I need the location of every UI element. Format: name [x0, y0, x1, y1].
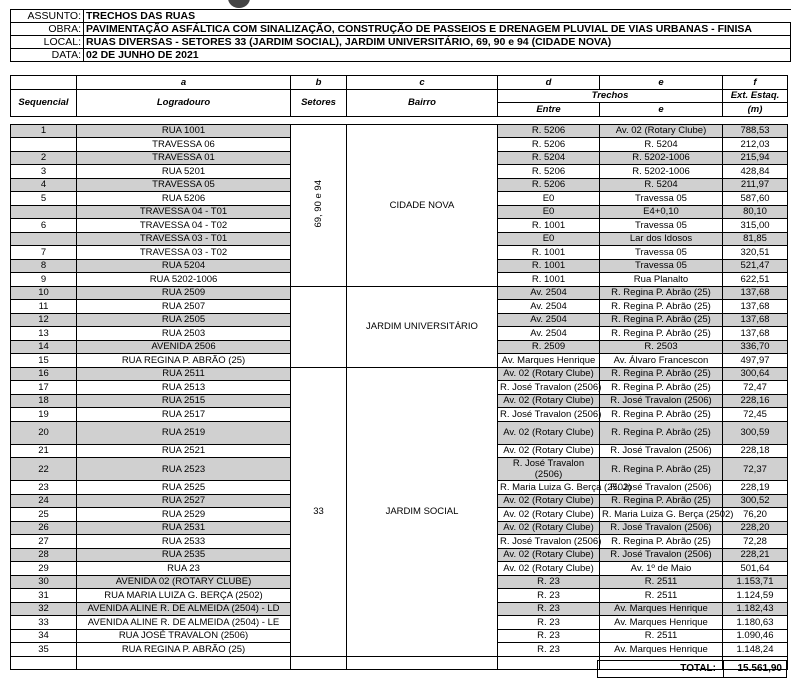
blank-cell: [347, 656, 498, 670]
cell-ext: 428,84: [723, 165, 788, 179]
cell-setores: [291, 124, 347, 286]
cell-e: Av. Marques Henrique: [600, 616, 723, 630]
cell-e: R. Regina P. Abrão (25): [600, 458, 723, 481]
cell-sequencial: 5: [11, 192, 77, 206]
header-setores: Setores: [291, 89, 347, 116]
obra-label: OBRA:: [11, 23, 84, 36]
assunto-value: TRECHOS DAS RUAS: [84, 10, 791, 23]
cell-logradouro: RUA 2535: [77, 548, 291, 562]
col-letter-c: c: [347, 76, 498, 90]
cell-ext: 1.148,24: [723, 643, 788, 657]
total-label: TOTAL:: [680, 663, 716, 674]
cell-e: Rua Planalto: [600, 273, 723, 287]
cell-logradouro: AVENIDA ALINE R. DE ALMEIDA (2504) - LE: [77, 616, 291, 630]
cell-e: R. Regina P. Abrão (25): [600, 421, 723, 444]
cell-entre: R. 23: [498, 575, 600, 589]
cell-logradouro: RUA 5204: [77, 259, 291, 273]
cell-ext: 501,64: [723, 562, 788, 576]
cell-logradouro: RUA 2533: [77, 535, 291, 549]
cell-entre: R. 5206: [498, 138, 600, 152]
cell-e: R. Regina P. Abrão (25): [600, 494, 723, 508]
cell-logradouro: RUA REGINA P. ABRÃO (25): [77, 354, 291, 368]
cell-e: R. Regina P. Abrão (25): [600, 381, 723, 395]
table-row: [11, 124, 788, 138]
cell-sequencial: 22: [11, 458, 77, 481]
cell-logradouro: RUA 2515: [77, 394, 291, 408]
cell-ext: 228,20: [723, 521, 788, 535]
cell-sequencial: 30: [11, 575, 77, 589]
cell-ext: 1.153,71: [723, 575, 788, 589]
document-header: [10, 9, 791, 62]
cell-ext: 497,97: [723, 354, 788, 368]
blank-cell: [498, 656, 600, 670]
cell-ext: 788,53: [723, 124, 788, 138]
cell-entre: R. 23: [498, 616, 600, 630]
cell-logradouro: AVENIDA ALINE R. DE ALMEIDA (2504) - LD: [77, 602, 291, 616]
cell-ext: 300,52: [723, 494, 788, 508]
cell-sequencial: 18: [11, 394, 77, 408]
data-value: 02 DE JUNHO DE 2021: [84, 49, 791, 62]
cell-ext: 336,70: [723, 340, 788, 354]
cell-sequencial: 16: [11, 367, 77, 381]
cursor-blob: [228, 0, 250, 8]
cell-logradouro: RUA 5201: [77, 165, 291, 179]
cell-ext: 72,45: [723, 408, 788, 422]
cell-sequencial: 31: [11, 589, 77, 603]
cell-ext: 521,47: [723, 259, 788, 273]
col-letter-a: a: [77, 76, 291, 90]
cell-logradouro: RUA 5206: [77, 192, 291, 206]
cell-entre: Av. 02 (Rotary Clube): [498, 494, 600, 508]
cell-setores: [291, 367, 347, 656]
cell-entre: Av. 02 (Rotary Clube): [498, 548, 600, 562]
table-row: [11, 367, 788, 381]
cell-logradouro: RUA 2523: [77, 458, 291, 481]
cell-e: Travessa 05: [600, 246, 723, 260]
cell-entre: R. 1001: [498, 219, 600, 233]
cell-e: R. Regina P. Abrão (25): [600, 535, 723, 549]
cell-sequencial: 27: [11, 535, 77, 549]
cell-ext: 228,18: [723, 444, 788, 458]
cell-sequencial: 29: [11, 562, 77, 576]
col-letter-f: f: [723, 76, 788, 90]
cell-sequencial: 28: [11, 548, 77, 562]
cell-sequencial: 21: [11, 444, 77, 458]
total-value: 15.561,90: [737, 663, 782, 674]
obra-value: PAVIMENTAÇÃO ASFÁLTICA COM SINALIZAÇÃO, CONSTRUÇÃO DE PASSEIOS E DRENAGEM PLUVIAL DE VIAS URBANAS - FINISA: [84, 23, 791, 36]
cell-entre: R. 1001: [498, 246, 600, 260]
cell-ext: 137,68: [723, 313, 788, 327]
cell-ext: 1.090,46: [723, 629, 788, 643]
cell-e: Lar dos Idosos: [600, 232, 723, 246]
cell-sequencial: 34: [11, 629, 77, 643]
cell-e: R. 5204: [600, 138, 723, 152]
cell-entre: R. 23: [498, 589, 600, 603]
cell-entre: Av. 2504: [498, 300, 600, 314]
cell-sequencial: 23: [11, 481, 77, 495]
cell-entre: R. 5204: [498, 151, 600, 165]
header-e: e: [600, 103, 723, 117]
cell-logradouro: RUA 2509: [77, 286, 291, 300]
cell-ext: 228,19: [723, 481, 788, 495]
local-label: LOCAL:: [11, 36, 84, 49]
cell-logradouro: RUA 2529: [77, 508, 291, 522]
cell-ext: 137,68: [723, 327, 788, 341]
cell-sequencial: 17: [11, 381, 77, 395]
cell-sequencial: 15: [11, 354, 77, 368]
cell-entre: R. 5206: [498, 165, 600, 179]
header-ext: Ext. Estaq.: [723, 89, 788, 103]
cell-logradouro: RUA 2513: [77, 381, 291, 395]
blank-cell: [11, 656, 77, 670]
cell-logradouro: RUA 2531: [77, 521, 291, 535]
cell-sequencial: [11, 205, 77, 219]
cell-entre: R. 1001: [498, 259, 600, 273]
cell-e: R. Regina P. Abrão (25): [600, 408, 723, 422]
cell-e: R. 2511: [600, 575, 723, 589]
cell-e: R. José Travalon (2506): [600, 548, 723, 562]
cell-entre: R. Maria Luiza G. Berça (2502): [498, 481, 600, 495]
cell-logradouro: TRAVESSA 06: [77, 138, 291, 152]
cell-sequencial: 6: [11, 219, 77, 233]
cell-sequencial: 9: [11, 273, 77, 287]
col-letter-seq: [11, 76, 77, 90]
cell-entre: Av. 02 (Rotary Clube): [498, 508, 600, 522]
cell-e: R. 2511: [600, 589, 723, 603]
table-row: [11, 286, 788, 300]
cell-sequencial: 14: [11, 340, 77, 354]
cell-sequencial: 20: [11, 421, 77, 444]
cell-logradouro: RUA JOSÉ TRAVALON (2506): [77, 629, 291, 643]
cell-entre: Av. 02 (Rotary Clube): [498, 421, 600, 444]
cell-e: Travessa 05: [600, 219, 723, 233]
cell-logradouro: RUA 2527: [77, 494, 291, 508]
cell-logradouro: TRAVESSA 03 - T02: [77, 246, 291, 260]
header-trechos: Trechos: [498, 89, 723, 103]
setor-label: 69, 90 e 94: [313, 179, 324, 228]
header-unit: (m): [723, 103, 788, 117]
cell-entre: R. José Travalon (2506): [498, 408, 600, 422]
local-value: RUAS DIVERSAS - SETORES 33 (JARDIM SOCIAL), JARDIM UNIVERSITÁRIO, 69, 90 e 94 (CIDADE NOVA): [84, 36, 791, 49]
cell-entre: R. José Travalon (2506): [498, 535, 600, 549]
cell-sequencial: 1: [11, 124, 77, 138]
cell-bairro: CIDADE NOVA: [347, 124, 498, 286]
cell-e: R. Regina P. Abrão (25): [600, 300, 723, 314]
cell-logradouro: RUA 2503: [77, 327, 291, 341]
header-logradouro: Logradouro: [77, 89, 291, 116]
cell-logradouro: RUA 1001: [77, 124, 291, 138]
cell-ext: 622,51: [723, 273, 788, 287]
cell-entre: E0: [498, 232, 600, 246]
cell-entre: Av. 2504: [498, 327, 600, 341]
cell-logradouro: RUA MARIA LUIZA G. BERÇA (2502): [77, 589, 291, 603]
cell-e: R. Regina P. Abrão (25): [600, 367, 723, 381]
cell-sequencial: [11, 138, 77, 152]
cell-logradouro: TRAVESSA 05: [77, 178, 291, 192]
cell-entre: E0: [498, 205, 600, 219]
header-bairro: Bairro: [347, 89, 498, 116]
cell-entre: R. 23: [498, 602, 600, 616]
cell-logradouro: AVENIDA 02 (ROTARY CLUBE): [77, 575, 291, 589]
cell-e: R. 2503: [600, 340, 723, 354]
cell-entre: R. 5206: [498, 124, 600, 138]
cell-e: Av. Álvaro Francescon: [600, 354, 723, 368]
cell-ext: 80,10: [723, 205, 788, 219]
cell-entre: Av. 2504: [498, 313, 600, 327]
cell-logradouro: RUA 2525: [77, 481, 291, 495]
cell-entre: R. José Travalon (2506): [498, 381, 600, 395]
cell-entre: Av. 02 (Rotary Clube): [498, 562, 600, 576]
cell-sequencial: 19: [11, 408, 77, 422]
cell-logradouro: RUA 2517: [77, 408, 291, 422]
col-letter-e: e: [600, 76, 723, 90]
cell-e: R. Regina P. Abrão (25): [600, 313, 723, 327]
cell-logradouro: RUA 2507: [77, 300, 291, 314]
cell-logradouro: RUA 2521: [77, 444, 291, 458]
cell-entre: R. 23: [498, 629, 600, 643]
cell-sequencial: 24: [11, 494, 77, 508]
cell-entre: R. 5206: [498, 178, 600, 192]
cell-ext: 228,21: [723, 548, 788, 562]
cell-sequencial: 32: [11, 602, 77, 616]
cell-e: Travessa 05: [600, 192, 723, 206]
data-label: DATA:: [11, 49, 84, 62]
cell-e: R. 5202-1006: [600, 151, 723, 165]
trechos-table: [10, 75, 788, 670]
cell-logradouro: RUA 2511: [77, 367, 291, 381]
cell-entre: Av. Marques Henrique: [498, 354, 600, 368]
cell-sequencial: 8: [11, 259, 77, 273]
cell-entre: R. 23: [498, 643, 600, 657]
cell-sequencial: 35: [11, 643, 77, 657]
cell-e: R. Regina P. Abrão (25): [600, 286, 723, 300]
cell-sequencial: 4: [11, 178, 77, 192]
total-divider: [723, 661, 724, 677]
cell-ext: 215,94: [723, 151, 788, 165]
cell-sequencial: 33: [11, 616, 77, 630]
setor-label: 33: [313, 506, 324, 517]
cell-ext: 211,97: [723, 178, 788, 192]
cell-bairro: JARDIM UNIVERSITÁRIO: [347, 286, 498, 367]
cell-sequencial: 26: [11, 521, 77, 535]
cell-e: R. 5202-1006: [600, 165, 723, 179]
assunto-label: ASSUNTO:: [11, 10, 84, 23]
cell-entre: R. 1001: [498, 273, 600, 287]
cell-e: R. Regina P. Abrão (25): [600, 327, 723, 341]
cell-logradouro: TRAVESSA 04 - T01: [77, 205, 291, 219]
cell-logradouro: RUA REGINA P. ABRÃO (25): [77, 643, 291, 657]
cell-ext: 72,47: [723, 381, 788, 395]
cell-ext: 81,85: [723, 232, 788, 246]
cell-ext: 1.182,43: [723, 602, 788, 616]
cell-bairro: JARDIM SOCIAL: [347, 367, 498, 656]
cell-logradouro: TRAVESSA 04 - T02: [77, 219, 291, 233]
cell-e: E4+0,10: [600, 205, 723, 219]
cell-ext: 137,68: [723, 286, 788, 300]
cell-e: Av. 02 (Rotary Clube): [600, 124, 723, 138]
cell-ext: 300,59: [723, 421, 788, 444]
cell-entre: Av. 2504: [498, 286, 600, 300]
cell-sequencial: 25: [11, 508, 77, 522]
cell-e: Av. Marques Henrique: [600, 602, 723, 616]
cell-sequencial: 10: [11, 286, 77, 300]
cell-logradouro: TRAVESSA 01: [77, 151, 291, 165]
cell-logradouro: RUA 23: [77, 562, 291, 576]
cell-entre: Av. 02 (Rotary Clube): [498, 521, 600, 535]
cell-entre: E0: [498, 192, 600, 206]
cell-sequencial: 13: [11, 327, 77, 341]
cell-e: Av. 1º de Maio: [600, 562, 723, 576]
cell-ext: 1.124,59: [723, 589, 788, 603]
header-sequencial: Sequencial: [11, 89, 77, 116]
blank-cell: [77, 656, 291, 670]
cell-ext: 72,28: [723, 535, 788, 549]
header-entre: Entre: [498, 103, 600, 117]
cell-entre: Av. 02 (Rotary Clube): [498, 394, 600, 408]
cell-entre: Av. 02 (Rotary Clube): [498, 367, 600, 381]
cell-e: R. José Travalon (2506): [600, 481, 723, 495]
cell-logradouro: AVENIDA 2506: [77, 340, 291, 354]
spacer: [11, 116, 788, 124]
cell-ext: 228,16: [723, 394, 788, 408]
cell-entre: R. José Travalon (2506): [498, 458, 600, 481]
cell-sequencial: 11: [11, 300, 77, 314]
col-letter-d: d: [498, 76, 600, 90]
cell-e: R. José Travalon (2506): [600, 521, 723, 535]
cell-logradouro: RUA 2505: [77, 313, 291, 327]
cell-sequencial: [11, 232, 77, 246]
cell-sequencial: 2: [11, 151, 77, 165]
cell-logradouro: RUA 2519: [77, 421, 291, 444]
cell-e: R. José Travalon (2506): [600, 444, 723, 458]
cell-ext: 76,20: [723, 508, 788, 522]
cell-e: R. 5204: [600, 178, 723, 192]
cell-ext: 315,00: [723, 219, 788, 233]
cell-ext: 587,60: [723, 192, 788, 206]
cell-ext: 300,64: [723, 367, 788, 381]
cell-entre: R. 2509: [498, 340, 600, 354]
col-letter-b: b: [291, 76, 347, 90]
cell-ext: 72,37: [723, 458, 788, 481]
cell-ext: 320,51: [723, 246, 788, 260]
cell-ext: 137,68: [723, 300, 788, 314]
cell-sequencial: 3: [11, 165, 77, 179]
cell-e: Av. Marques Henrique: [600, 643, 723, 657]
cell-ext: 212,03: [723, 138, 788, 152]
cell-e: R. 2511: [600, 629, 723, 643]
cell-e: Travessa 05: [600, 259, 723, 273]
cell-logradouro: TRAVESSA 03 - T01: [77, 232, 291, 246]
cell-e: R. Maria Luiza G. Berça (2502): [600, 508, 723, 522]
cell-sequencial: 7: [11, 246, 77, 260]
cell-entre: Av. 02 (Rotary Clube): [498, 444, 600, 458]
cell-ext: 1.180,63: [723, 616, 788, 630]
cell-logradouro: RUA 5202-1006: [77, 273, 291, 287]
total-box: [597, 660, 787, 678]
cell-e: R. José Travalon (2506): [600, 394, 723, 408]
cell-setores: [291, 286, 347, 367]
blank-cell: [291, 656, 347, 670]
cell-sequencial: 12: [11, 313, 77, 327]
